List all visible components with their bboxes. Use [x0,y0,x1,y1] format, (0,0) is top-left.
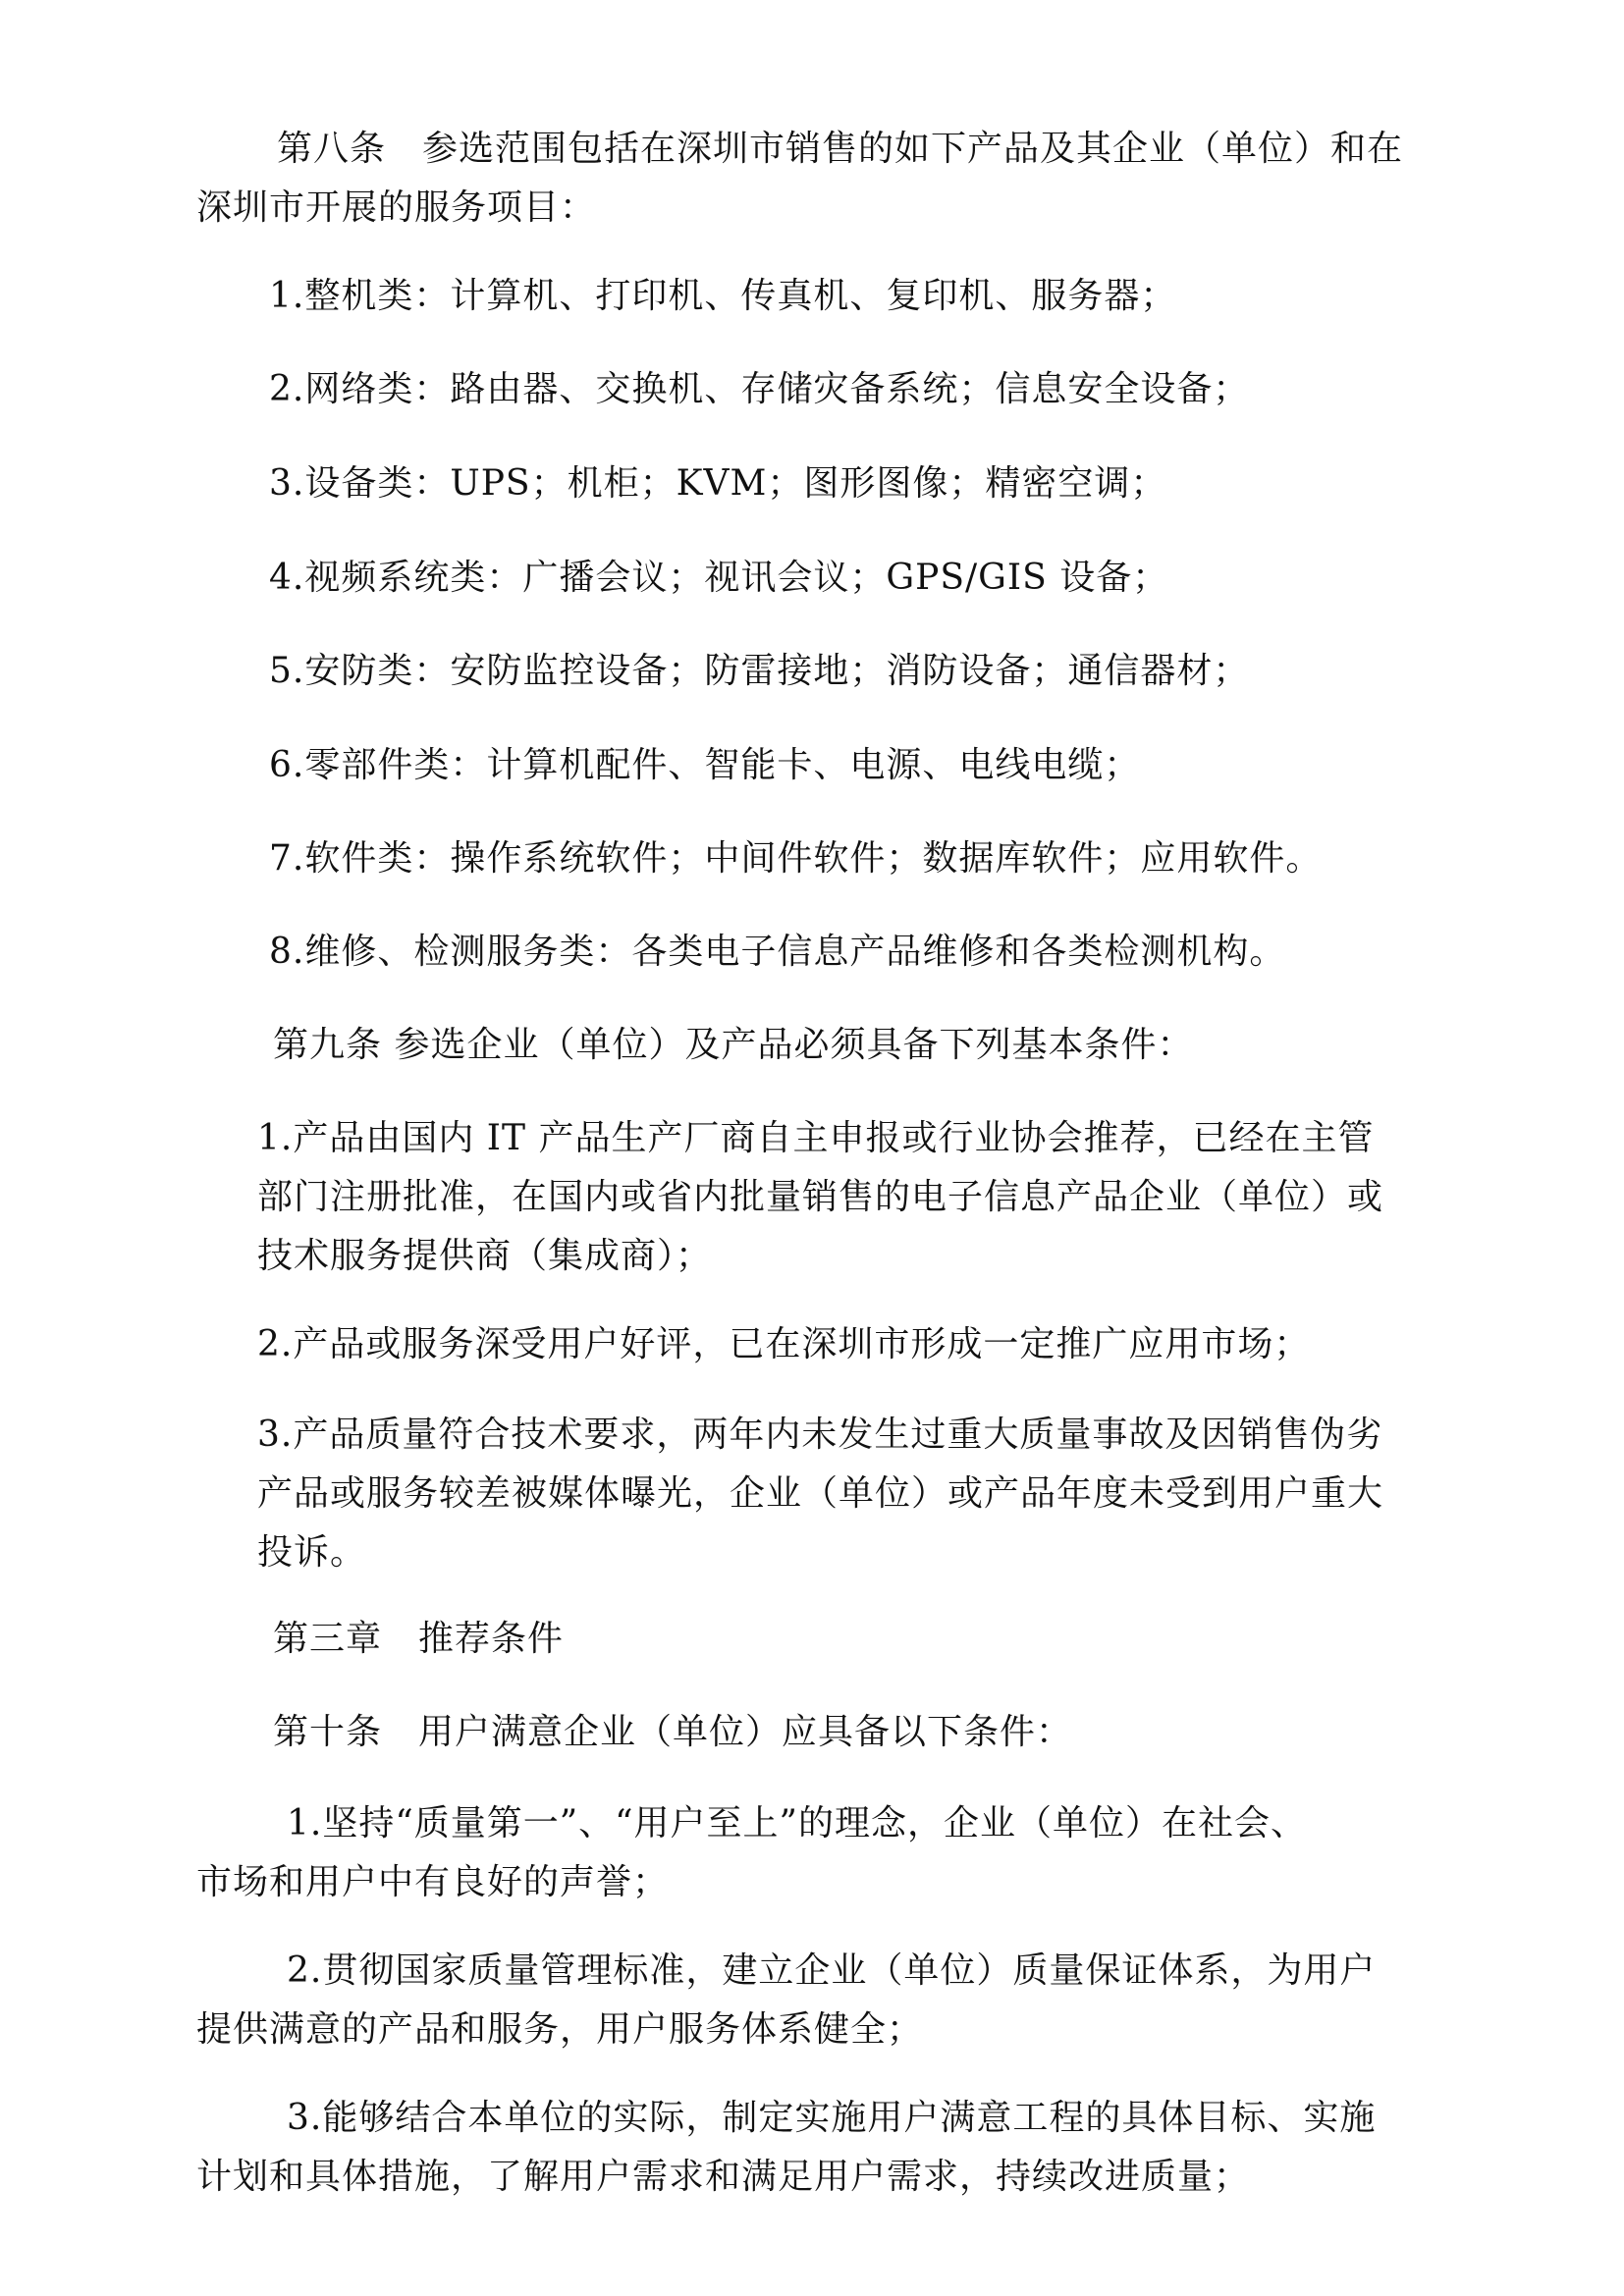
art9-item-3: 3.产品质量符合技术要求，两年内未发生过重大质量事故及因销售伪劣 产品或服务较差被媒体曝光，企业（单位）或产品年度未受到用户重大 投诉。 [257,1415,1384,1573]
art8-item-7: 7.软件类：操作系统软件；中间件软件；数据库软件；应用软件。 [269,838,1323,879]
art10-item-2: 2.贯彻国家质量管理标准，建立企业（单位）质量保证体系，为用户 提供满意的产品和服务，用户服务体系健全； [196,1950,1377,2050]
art8-item-8: 8.维修、检测服务类：各类电子信息产品维修和各类检测机构。 [269,932,1286,972]
art8-item-5: 5.安防类：安防监控设备；防雷接地；消防设备；通信器材； [269,651,1250,691]
art9-item-2: 2.产品或服务深受用户好评，已在深圳市形成一定推广应用市场； [257,1324,1311,1364]
article-8-line-2: 深圳市开展的服务项目： [196,187,597,228]
art8-item-4: 4.视频系统类：广播会议；视讯会议；GPS/GIS 设备； [269,558,1169,598]
article-10-heading: 第十条 用户满意企业（单位）应具备以下条件： [273,1712,1073,1752]
art8-item-3: 3.设备类：UPS；机柜；KVM；图形图像；精密空调； [269,463,1167,504]
art10-item-1: 1.坚持“质量第一”、“用户至上”的理念，企业（单位）在社会、 市场和用户中有良好的声誉； [196,1803,1307,1902]
art9-item-1: 1.产品由国内 IT 产品生产厂商自主申报或行业协会推荐，已经在主管 部门注册批准，在国内或省内批量销售的电子信息产品企业（单位）或 技术服务提供商（集成商）； [257,1118,1384,1276]
art8-item-1: 1.整机类：计算机、打印机、传真机、复印机、服务器； [269,276,1177,316]
article-9-heading: 第九条 参选企业（单位）及产品必须具备下列基本条件： [273,1025,1194,1065]
art8-item-6: 6.零部件类：计算机配件、智能卡、电源、电线电缆； [269,745,1141,785]
chapter-3-heading: 第三章 推荐条件 [273,1619,565,1659]
art10-item-3: 3.能够结合本单位的实际，制定实施用户满意工程的具体目标、实施 计划和具体措施，了解用户需求和满足用户需求，持续改进质量； [196,2098,1377,2197]
article-8-line-1: 第八条 参选范围包括在深圳市销售的如下产品及其企业（单位）和在 [277,129,1404,169]
art8-item-2: 2.网络类：路由器、交换机、存储灾备系统；信息安全设备； [269,369,1250,409]
